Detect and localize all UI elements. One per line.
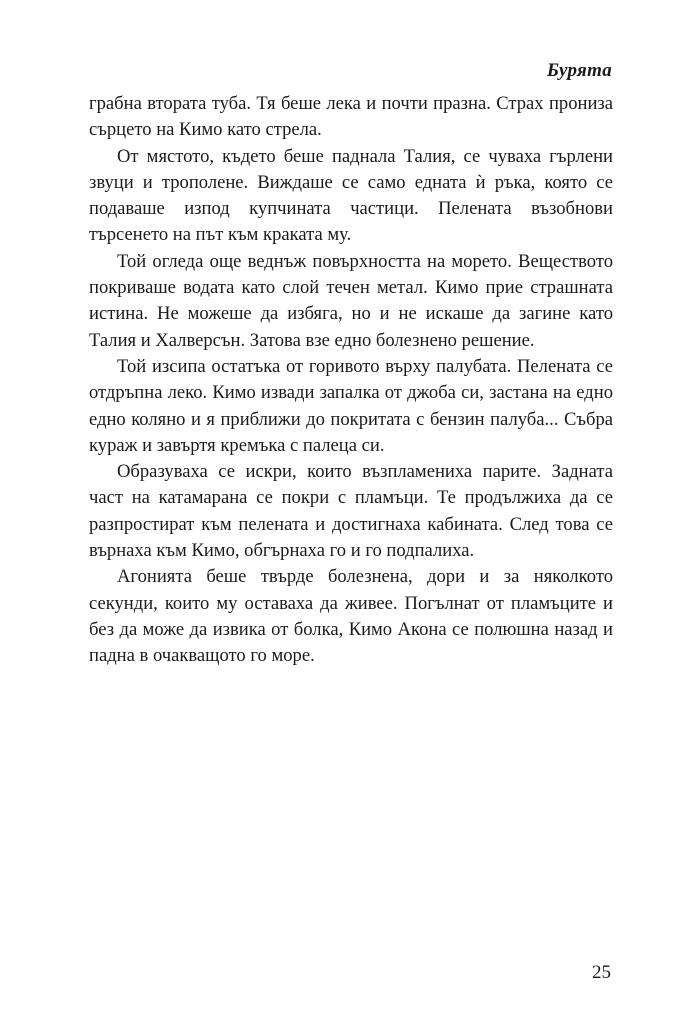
page-number: 25: [592, 962, 611, 983]
paragraph: Той огледа още веднъж повърхността на морето. Веществото покриваше водата като слой течен метал. Кимо прие страшната истина. Не можеше да избяга, но и не искаше да загине като Талия и Халверсън. Затова взе едно болезнено решение.: [89, 250, 613, 351]
paragraph: Агонията беше твърде болезнена, дори и за няколкото секунди, които му оставаха да живее. Погълнат от пламъците и без да може да извика от болка, Кимо Акона се полюшна назад и падна в очакващото го море.: [89, 566, 613, 667]
paragraph: Образуваха се искри, които възпламениха парите. Задната част на катамарана се покри с пламъци. Те продължиха да се разпростират към пелената и достигнаха кабината. След това се върнаха към Кимо, обгърнаха го и го подпалиха.: [89, 461, 613, 562]
paragraph: Той изсипа остатъка от горивото върху палубата. Пелената се отдръпна леко. Кимо извади запалка от джоба си, застана на едно едно коляно и я приближи до покритата с бензин палуба... Събра кураж и завъртя кремъка с палеца си.: [89, 355, 613, 456]
page-body: [89, 91, 613, 670]
running-title: Бурята: [546, 60, 612, 81]
paragraph: грабна втората туба. Тя беше лека и почти празна. Страх прониза сърцето на Кимо като стрела.: [89, 93, 613, 141]
paragraph: От мястото, където беше паднала Талия, се чуваха гърлени звуци и трополене. Виждаше се само едната ѝ ръка, която се подаваше изпод купчината частици. Пелената възобнови търсенето на път към краката му.: [89, 145, 613, 246]
